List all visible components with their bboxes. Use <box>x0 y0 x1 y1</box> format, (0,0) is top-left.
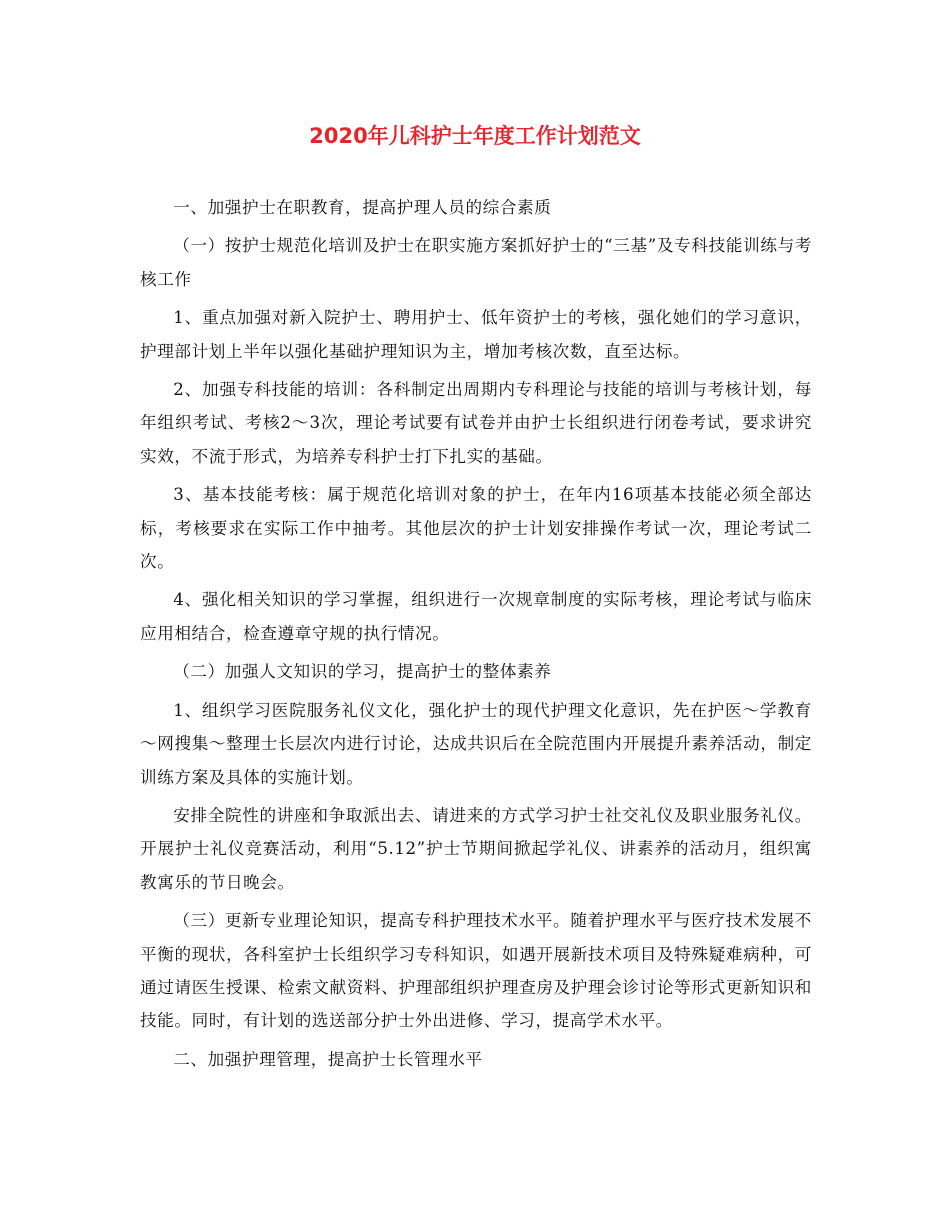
document-body <box>140 191 812 1081</box>
paragraph-item-3: 3、基本技能考核：属于规范化培训对象的护士，在年内16项基本技能必须全部达标，考核要求在实际工作中抽考。其他层次的护士计划安排操作考试一次，理论考试二次。 <box>140 485 812 572</box>
subsection-heading-1: （一）按护士规范化培训及护士在职实施方案抓好护士的“三基”及专科技能训练与考核工作 <box>140 236 812 289</box>
paragraph-item-4: 4、强化相关知识的学习掌握，组织进行一次规章制度的实际考核，理论考试与临床应用相结合，检查遵章守规的执行情况。 <box>140 590 812 643</box>
paragraph-etiquette-2: 安排全院性的讲座和争取派出去、请进来的方式学习护士社交礼仪及职业服务礼仪。开展护士礼仪竞赛活动，利用“5.12”护士节期间掀起学礼仪、讲素养的活动月，组织寓教寓乐的节日晚会。 <box>140 805 812 892</box>
paragraph-item-1: 1、重点加强对新入院护士、聘用护士、低年资护士的考核，强化她们的学习意识，护理部计划上半年以强化基础护理知识为主，增加考核次数，直至达标。 <box>140 308 812 361</box>
subsection-heading-3: （三）更新专业理论知识，提高专科护理技术水平。随着护理水平与医疗技术发展不平衡的现状，各科室护士长组织学习专科知识，如遇开展新技术项目及特殊疑难病种，可通过请医生授课、检索文献资料、护理部组织护理查房及护理会诊讨论等形式更新知识和技能。同时，有计划的选送部分护士外出进修、学习，提高学术水平。 <box>140 911 812 1031</box>
paragraph-etiquette-1: 1、组织学习医院服务礼仪文化，强化护士的现代护理文化意识，先在护医～学教育～网搜集～整理士长层次内进行讨论，达成共识后在全院范围内开展提升素养活动，制定训练方案及具体的实施计划。 <box>140 700 812 787</box>
paragraph-item-2: 2、加强专科技能的培训：各科制定出周期内专科理论与技能的培训与考核计划，每年组织考试、考核2～3次，理论考试要有试卷并由护士长组织进行闭卷考试，要求讲究实效，不流于形式，为培养专科护士打下扎实的基础。 <box>140 380 812 466</box>
section-heading-2: 二、加强护理管理，提高护士长管理水平 <box>173 1049 483 1069</box>
document-title: 2020年儿科护士年度工作计划范文 <box>309 124 641 148</box>
subsection-heading-2: （二）加强人文知识的学习，提高护士的整体素养 <box>173 662 552 682</box>
section-heading-1: 一、加强护士在职教育，提高护理人员的综合素质 <box>173 198 552 217</box>
